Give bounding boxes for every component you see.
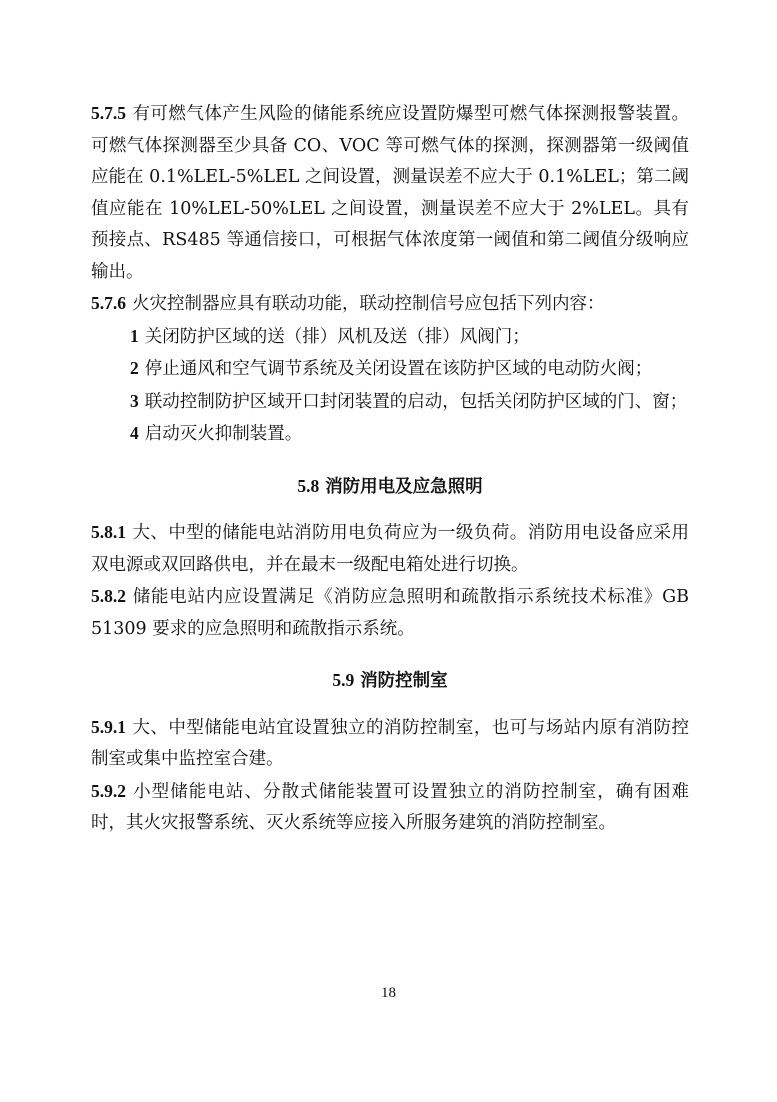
section-number: 5.8 <box>297 475 320 496</box>
clause-5-9-1 <box>91 712 689 776</box>
section-title-text: 消防控制室 <box>360 671 448 691</box>
clause-5-8-1 <box>91 517 689 581</box>
item-text: 联动控制防护区域开口封闭装置的启动，包括关闭防护区域的门、窗； <box>144 391 688 412</box>
item-number: 4 <box>130 423 139 443</box>
clause-number: 5.7.6 <box>91 293 126 313</box>
clause-number: 5.9.2 <box>91 780 126 801</box>
item-text: 启动灭火抑制装置。 <box>144 424 303 444</box>
clause-number: 5.8.2 <box>91 586 126 606</box>
clause-text: 大、中型的储能电站消防用电负荷应为一级负荷。消防用电设备应采用双电源或双回路供电，并在最末一级配电箱处进行切换。 <box>91 523 689 575</box>
clause-5-7-6 <box>91 288 689 321</box>
clause-number: 5.9.1 <box>91 716 126 737</box>
clause-text: 储能电站内应设置满足《消防应急照明和疏散指示系统技术标准》GB 51309 要求的应急照明和疏散指示系统。 <box>91 587 689 639</box>
page-number: 18 <box>381 985 396 1001</box>
section-number: 5.9 <box>332 670 355 690</box>
section-title-text: 消防用电及应急照明 <box>325 476 483 497</box>
item-text: 停止通风和空气调节系统及关闭设置在该防护区域的电动防火阀； <box>144 359 653 379</box>
clause-5-8-2 <box>91 581 689 645</box>
clause-text: 有可燃气体产生风险的储能系统应设置防爆型可燃气体探测报警装置。可燃气体探测器至少具备 CO、VOC 等可燃气体的探测，探测器第一级阈值应能在 0.1%LEL-5%LEL 之间设置，测量误差不应大于 0.1%LEL；第二阈值应能在 10%LEL-50%LEL 之间设置，测量误差不应大于 2%LEL。具有预接点、RS485 等通信接口，可根据气体浓度第一阈值和第二阈值分级响应输出。 <box>91 104 689 282</box>
list-item <box>91 418 689 451</box>
clause-5-7-5 <box>91 98 689 288</box>
item-text: 关闭防护区域的送（排）风机及送（排）风阀门； <box>144 326 530 347</box>
clause-text: 大、中型储能电站宜设置独立的消防控制室，也可与场站内原有消防控制室或集中监控室合建。 <box>91 717 689 769</box>
section-title-5-9 <box>91 665 689 698</box>
list-item <box>91 386 689 419</box>
item-number: 2 <box>130 358 139 378</box>
list-item <box>91 321 689 354</box>
list-item <box>91 353 689 386</box>
item-number: 3 <box>130 390 139 411</box>
section-title-5-8 <box>91 471 689 504</box>
clause-text: 火灾控制器应具有联动功能，联动控制信号应包括下列内容： <box>132 294 605 314</box>
item-number: 1 <box>130 325 139 346</box>
document-body <box>91 98 689 840</box>
clause-number: 5.8.1 <box>91 522 126 542</box>
clause-5-9-2 <box>91 776 689 840</box>
clause-text: 小型储能电站、分散式储能装置可设置独立的消防控制室，确有困难时，其火灾报警系统、灭火系统等应接入所服务建筑的消防控制室。 <box>91 781 689 833</box>
clause-number: 5.7.5 <box>91 103 126 123</box>
